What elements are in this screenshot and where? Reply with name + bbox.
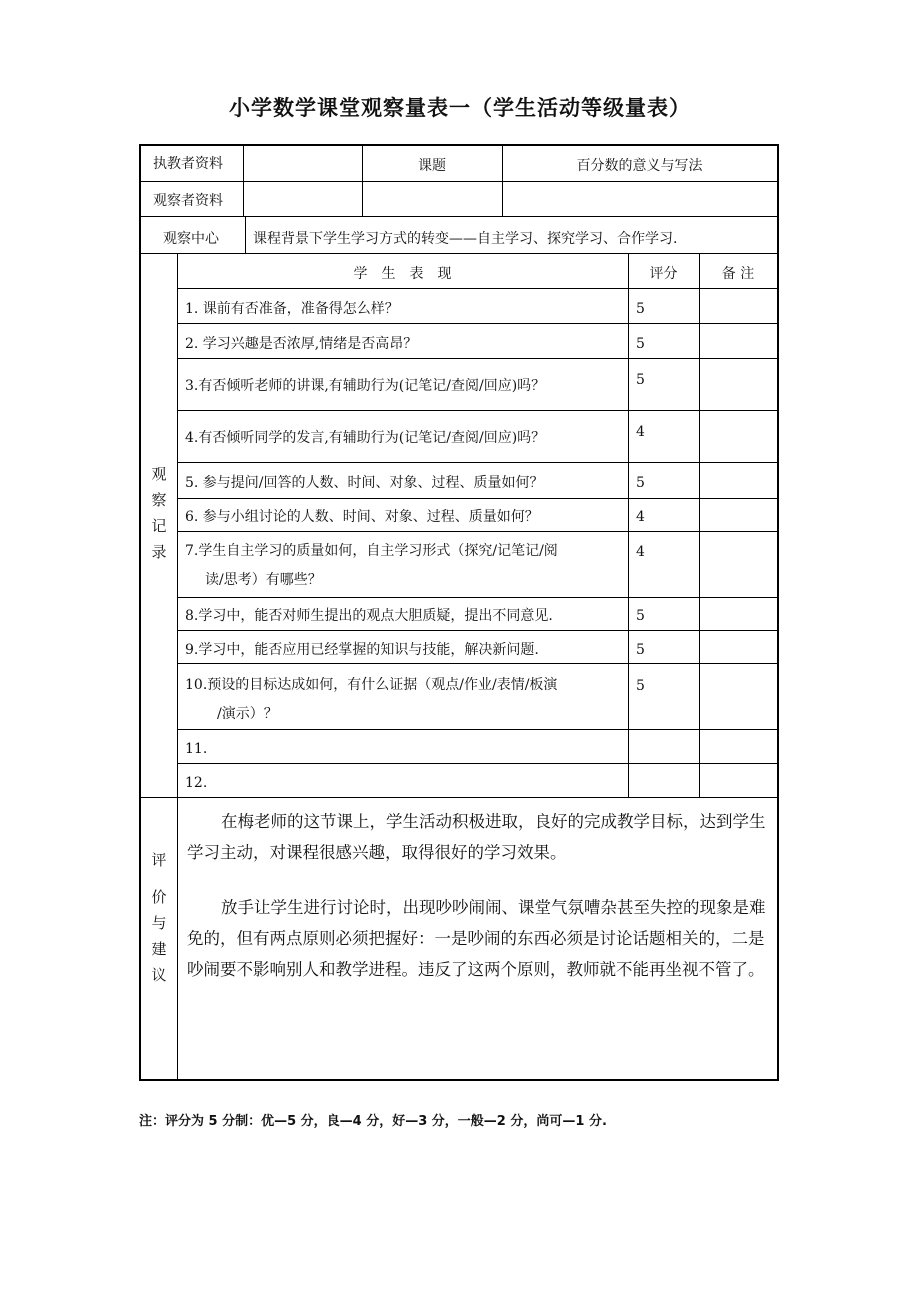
evaluation-paragraph-1: 在梅老师的这节课上，学生活动积极进取，良好的完成教学目标，达到学生学习主动，对课程很感兴趣，取得很好的学习效果。 <box>187 812 766 862</box>
column-header-score: 评分 <box>649 266 678 282</box>
record-item-9: 9.学习中，能否应用已经掌握的知识与技能，解决新问题. <box>185 642 539 658</box>
record-score-3: 5 <box>636 372 645 388</box>
record-score-7: 4 <box>636 544 645 560</box>
observer-info-label: 观察者资料 <box>153 193 223 209</box>
record-score-9: 5 <box>636 642 645 658</box>
record-item-12: 12. <box>185 775 208 791</box>
record-item-7-line2: 读/思考）有哪些？ <box>205 572 322 588</box>
observation-focus-value: 课程背景下学生学习方式的转变——自主学习、探究学习、合作学习. <box>253 231 678 247</box>
record-item-5: 5. 参与提问/回答的人数、时间、对象、过程、质量如何？ <box>185 475 544 491</box>
column-header-performance: 学 生 表 现 <box>353 266 452 282</box>
observation-focus-label: 观察中心 <box>163 231 219 247</box>
record-score-4: 4 <box>636 424 645 440</box>
record-side-label: 观 察 记 录 <box>151 465 167 561</box>
record-score-1: 5 <box>636 301 645 317</box>
record-score-5: 5 <box>636 475 645 491</box>
record-score-10: 5 <box>636 678 645 694</box>
record-item-2: 2. 学习兴趣是否浓厚,情绪是否高昂？ <box>185 336 418 352</box>
topic-label: 课题 <box>418 158 446 174</box>
record-item-4: 4.有否倾听同学的发言,有辅助行为(记笔记/查阅/回应)吗？ <box>185 430 546 446</box>
evaluation-paragraph-2: 放手让学生进行讨论时，出现吵吵闹闹、课堂气氛嘈杂甚至失控的现象是难免的，但有两点原则必须把握好：一是吵闹的东西必须是讨论话题相关的，二是吵闹要不影响别人和教学进程。违反了这两个原则，教师就不能再坐视不管了。 <box>187 898 766 979</box>
topic-value: 百分数的意义与写法 <box>576 158 703 174</box>
observation-table <box>139 144 779 1081</box>
record-score-2: 5 <box>636 336 645 352</box>
record-item-11: 11. <box>185 741 208 757</box>
record-score-8: 5 <box>636 608 645 624</box>
scoring-footnote: 注：评分为 5 分制：优—5 分，良—4 分，好—3 分，一般—2 分，尚可—1 分. <box>139 1114 607 1129</box>
record-score-6: 4 <box>636 509 645 525</box>
record-item-10-line2: /演示）？ <box>217 706 278 722</box>
column-header-notes: 备 注 <box>721 266 755 282</box>
teacher-info-label: 执教者资料 <box>153 156 223 172</box>
record-item-6: 6. 参与小组讨论的人数、时间、对象、过程、质量如何？ <box>185 509 539 525</box>
record-item-1: 1. 课前有否准备，准备得怎么样？ <box>185 301 399 317</box>
record-item-8: 8.学习中，能否对师生提出的观点大胆质疑，提出不同意见. <box>185 608 553 624</box>
record-item-10-line1: 10.预设的目标达成如何，有什么证据（观点/作业/表情/板演 <box>185 677 558 693</box>
record-item-3: 3.有否倾听老师的讲课,有辅助行为(记笔记/查阅/回应)吗？ <box>185 378 546 394</box>
record-item-7-line1: 7.学生自主学习的质量如何，自主学习形式（探究/记笔记/阅 <box>185 543 558 559</box>
page-title: 小学数学课堂观察量表一（学生活动等级量表） <box>229 96 691 120</box>
evaluation-side-label: 评 价 与 建 议 <box>151 851 167 984</box>
